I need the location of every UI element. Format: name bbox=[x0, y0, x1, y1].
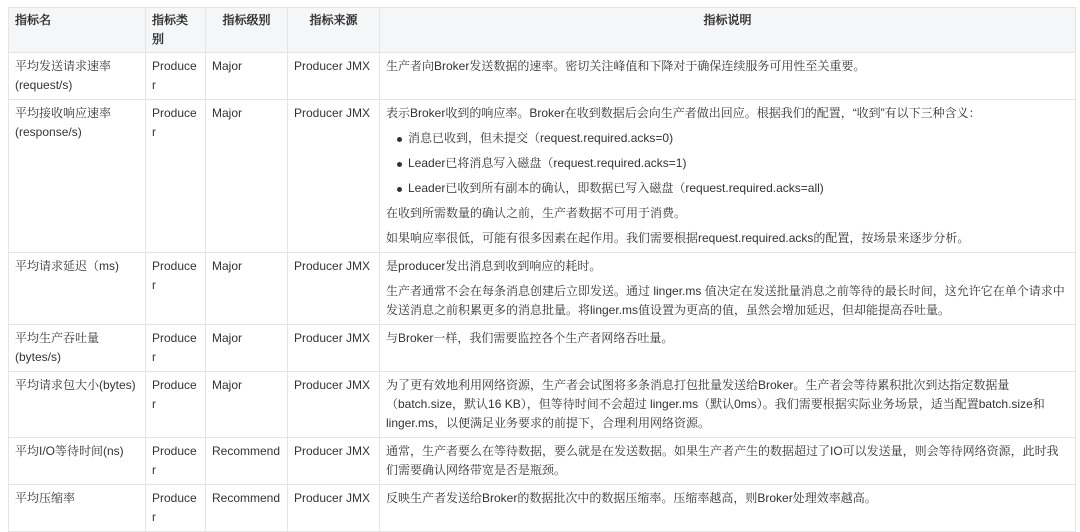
table-row bbox=[9, 485, 1076, 532]
header-metric-source: 指标来源 bbox=[288, 8, 380, 53]
cell-metric-source: Producer JMX bbox=[288, 372, 380, 438]
cell-metric-level: Major bbox=[206, 53, 288, 100]
desc-paragraph: 反映生产者发送给Broker的数据批次中的数据压缩率。压缩率越高，则Broker处理效率越高。 bbox=[386, 491, 877, 505]
list-item: Leader已将消息写入磁盘（request.required.acks=1) bbox=[408, 154, 1069, 173]
cell-metric-source: Producer JMX bbox=[288, 325, 380, 372]
cell-metric-type: Producer bbox=[146, 438, 206, 485]
cell-metric-desc bbox=[380, 485, 1076, 532]
desc-paragraph: 生产者向Broker发送数据的速率。密切关注峰值和下降对于确保连续服务可用性至关重要。 bbox=[386, 59, 866, 73]
cell-metric-name: 平均请求延迟（ms) bbox=[9, 253, 146, 325]
desc-paragraph: 生产者通常不会在每条消息创建后立即发送。通过 linger.ms 值决定在发送批量消息之前等待的最长时间，这允许它在单个请求中发送消息之前积累更多的消息批量。将linger.ms值设置为更高的值，虽然会增加延迟，但却能提高吞吐量。 bbox=[386, 284, 1065, 317]
table-row bbox=[9, 325, 1076, 372]
cell-metric-desc bbox=[380, 253, 1076, 325]
cell-metric-name: 平均I/O等待时间(ns) bbox=[9, 438, 146, 485]
cell-metric-name: 平均接收响应速率(response/s) bbox=[9, 100, 146, 253]
header-metric-name: 指标名 bbox=[9, 8, 146, 53]
table-row bbox=[9, 438, 1076, 485]
list-item: Leader已收到所有副本的确认，即数据已写入磁盘（request.required.acks=all) bbox=[408, 179, 1069, 198]
cell-metric-level: Recommend bbox=[206, 438, 288, 485]
header-metric-desc: 指标说明 bbox=[380, 8, 1076, 53]
cell-metric-type: Producer bbox=[146, 372, 206, 438]
table-header-row bbox=[9, 8, 1076, 53]
cell-metric-level: Major bbox=[206, 253, 288, 325]
cell-metric-type: Producer bbox=[146, 53, 206, 100]
desc-paragraph: 是producer发出消息到收到响应的耗时。 bbox=[386, 259, 602, 273]
desc-bullet-list bbox=[386, 129, 1069, 198]
cell-metric-source: Producer JMX bbox=[288, 53, 380, 100]
list-item: 消息已收到，但未提交（request.required.acks=0) bbox=[408, 129, 1069, 148]
cell-metric-desc bbox=[380, 438, 1076, 485]
cell-metric-name: 平均请求包大小(bytes) bbox=[9, 372, 146, 438]
cell-metric-source: Producer JMX bbox=[288, 438, 380, 485]
cell-metric-level: Major bbox=[206, 372, 288, 438]
cell-metric-type: Producer bbox=[146, 485, 206, 532]
desc-paragraph: 如果响应率很低，可能有很多因素在起作用。我们需要根据request.required.acks的配置，按场景来逐步分析。 bbox=[386, 231, 970, 245]
cell-metric-desc bbox=[380, 100, 1076, 253]
cell-metric-desc bbox=[380, 372, 1076, 438]
cell-metric-level: Recommend bbox=[206, 485, 288, 532]
desc-paragraph: 通常，生产者要么在等待数据，要么就是在发送数据。如果生产者产生的数据超过了IO可以发送量，则会等待网络资源，此时我们需要确认网络带宽是否是瓶颈。 bbox=[386, 444, 1059, 477]
cell-metric-name: 平均压缩率 bbox=[9, 485, 146, 532]
desc-paragraph: 与Broker一样，我们需要监控各个生产者网络吞吐量。 bbox=[386, 331, 674, 345]
producer-metrics-table bbox=[8, 7, 1076, 532]
desc-paragraph: 表示Broker收到的响应率。Broker在收到数据后会向生产者做出回应。根据我们的配置，“收到”有以下三种含义： bbox=[386, 106, 981, 120]
desc-paragraph: 为了更有效地利用网络资源，生产者会试图将多条消息打包批量发送给Broker。生产者会等待累积批次到达指定数据量（batch.size，默认16 KB），但等待时间不会超过 linger.ms（默认0ms）。我们需要根据实际业务场景，适当配置batch.size和linger.ms，以便满足业务要求的前提下，合理利用网络资源。 bbox=[386, 378, 1045, 430]
cell-metric-desc bbox=[380, 325, 1076, 372]
cell-metric-source: Producer JMX bbox=[288, 253, 380, 325]
cell-metric-level: Major bbox=[206, 100, 288, 253]
table-row bbox=[9, 372, 1076, 438]
metrics-table-container bbox=[8, 7, 1076, 532]
cell-metric-level: Major bbox=[206, 325, 288, 372]
cell-metric-source: Producer JMX bbox=[288, 100, 380, 253]
cell-metric-type: Producer bbox=[146, 100, 206, 253]
table-row bbox=[9, 253, 1076, 325]
cell-metric-source: Producer JMX bbox=[288, 485, 380, 532]
desc-paragraph: 在收到所需数量的确认之前，生产者数据不可用于消费。 bbox=[386, 206, 687, 220]
header-metric-level: 指标级别 bbox=[206, 8, 288, 53]
cell-metric-type: Producer bbox=[146, 253, 206, 325]
header-metric-type: 指标类别 bbox=[146, 8, 206, 53]
cell-metric-name: 平均发送请求速率(request/s) bbox=[9, 53, 146, 100]
cell-metric-desc bbox=[380, 53, 1076, 100]
cell-metric-type: Producer bbox=[146, 325, 206, 372]
table-row bbox=[9, 53, 1076, 100]
cell-metric-name: 平均生产吞吐量(bytes/s) bbox=[9, 325, 146, 372]
table-row bbox=[9, 100, 1076, 253]
